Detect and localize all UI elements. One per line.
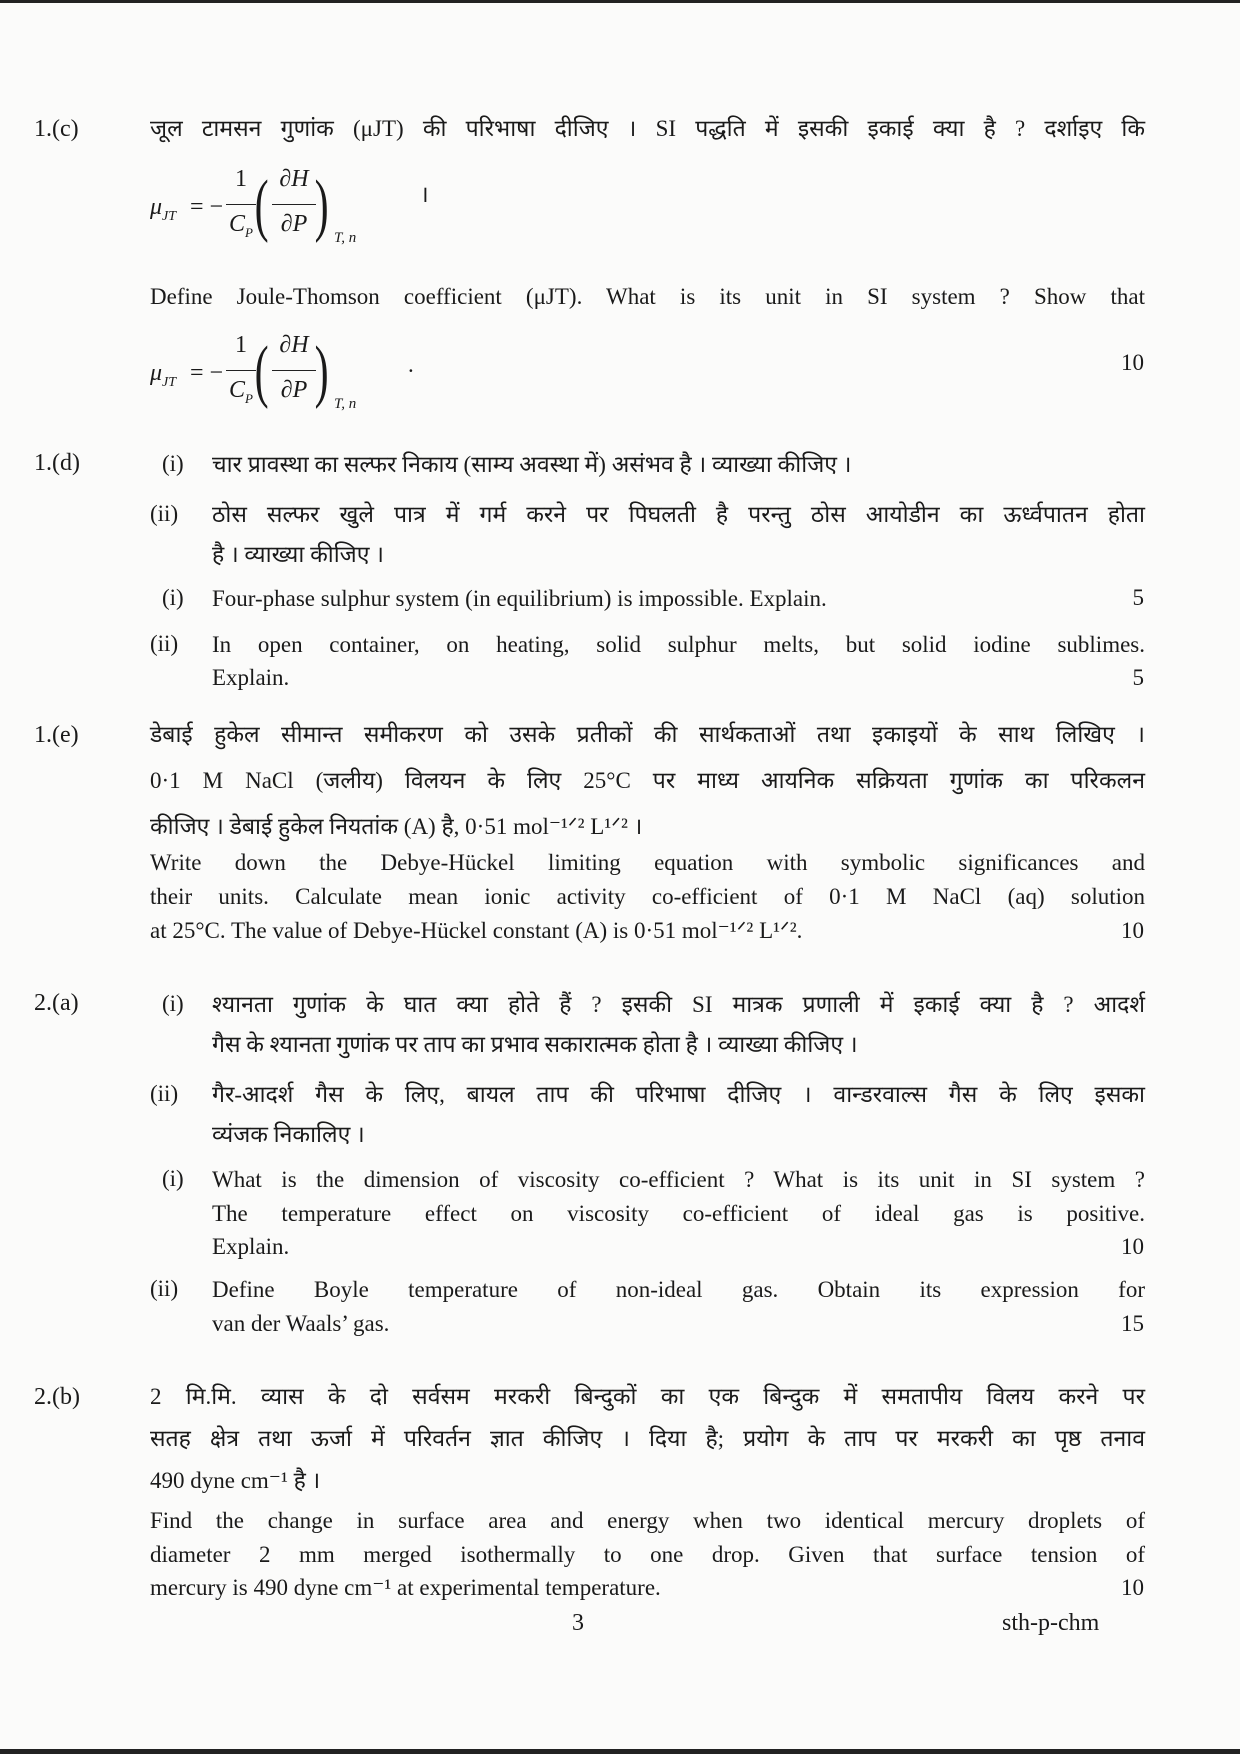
q1d-english-ii-num: (ii): [150, 631, 179, 656]
q1d-english-ii-line2: Explain.: [212, 665, 290, 690]
q2a-english-ii-line2: van der Waals’ gas.: [212, 1311, 390, 1336]
bottom-border: [0, 1749, 1240, 1754]
q2b-english-line3: mercury is 490 dyne cm⁻¹ at experimental temperature.: [150, 1575, 661, 1600]
question-label-1c: 1.(c): [34, 116, 79, 142]
q1d-english-i-text: Four-phase sulphur system (in equilibrium) is impossible. Explain.: [212, 586, 827, 611]
q2a-hindi-i-line1: श्यानता गुणांक के घात क्या होते हैं ? इसकी SI मात्रक प्रणाली में इकाई क्या है ? आदर्श: [212, 992, 1145, 1017]
q1e-english-line1: Write down the Debye-Hückel limiting equation with symbolic significances and: [150, 850, 1145, 875]
q1d-hindi-i-text: चार प्रावस्था का सल्फर निकाय (साम्य अवस्था में) असंभव है । व्याख्या कीजिए ।: [212, 452, 852, 477]
q1c-english-text: Define Joule-Thomson coefficient (μJT). What is its unit in SI system ? Show that: [150, 284, 1145, 309]
q2b-english-line1: Find the change in surface area and energy when two identical mercury droplets of: [150, 1508, 1145, 1533]
q1d-hindi-ii-num: (ii): [150, 501, 179, 526]
page-number: 3: [572, 1610, 584, 1636]
q1c-hindi-end: ।: [420, 182, 429, 207]
q1e-hindi-line2: 0·1 M NaCl (जलीय) विलयन के लिए 25°C पर माध्य आयनिक सक्रियता गुणांक का परिकलन: [150, 768, 1145, 793]
q1d-hindi-ii-line2: है । व्याख्या कीजिए ।: [212, 542, 384, 567]
q2a-english-i-line2: The temperature effect on viscosity co-efficient of ideal gas is positive.: [212, 1201, 1145, 1226]
q2a-hindi-ii-line2: व्यंजक निकालिए ।: [212, 1122, 365, 1147]
q1d-english-ii-line1: In open container, on heating, solid sulphur melts, but solid iodine sublimes.: [212, 632, 1145, 657]
q1d-english-ii-marks: 5: [1132, 665, 1144, 690]
q2a-english-ii-num: (ii): [150, 1276, 179, 1301]
q1e-english-line3: at 25°C. The value of Debye-Hückel constant (A) is 0·51 mol⁻¹ᐟ² L¹ᐟ².: [150, 918, 803, 943]
q1e-hindi-line1: डेबाई हुकेल सीमान्त समीकरण को उसके प्रतीकों की सार्थकताओं तथा इकाइयों के साथ लिखिए ।: [150, 722, 1145, 747]
q2a-english-i-line1: What is the dimension of viscosity co-efficient ? What is its unit in SI system ?: [212, 1167, 1145, 1192]
q2a-hindi-i-line2: गैस के श्यानता गुणांक पर ताप का प्रभाव सकारात्मक होता है । व्याख्या कीजिए ।: [212, 1032, 858, 1057]
q2a-english-i-line3: Explain.: [212, 1234, 290, 1259]
q1c-equation-hindi: $\mu_{JT}$ = − 1 $C_P$ ( ∂H ∂P ) T, n: [150, 166, 357, 246]
q1e-hindi-line3: कीजिए । डेबाई हुकेल नियतांक (A) है, 0·51 mol⁻¹ᐟ² L¹ᐟ² ।: [150, 814, 643, 839]
q2a-hindi-ii-line1: गैर-आदर्श गैस के लिए, बायल ताप की परिभाषा दीजिए । वान्डरवाल्स गैस के लिए इसका: [212, 1082, 1145, 1107]
question-label-1d: 1.(d): [34, 450, 80, 476]
q2a-english-ii-marks: 15: [1121, 1311, 1144, 1336]
q2b-hindi-line3: 490 dyne cm⁻¹ है ।: [150, 1468, 321, 1493]
q2a-english-ii-line1: Define Boyle temperature of non-ideal gas. Obtain its expression for: [212, 1277, 1145, 1302]
q1d-hindi-i-num: (i): [162, 451, 184, 476]
q1e-english-line2: their units. Calculate mean ionic activity co-efficient of 0·1 M NaCl (aq) solution: [150, 884, 1145, 909]
q2a-english-i-marks: 10: [1121, 1234, 1144, 1259]
question-label-1e: 1.(e): [34, 722, 79, 748]
q2a-english-i-num: (i): [162, 1166, 184, 1191]
question-label-2a: 2.(a): [34, 990, 79, 1016]
question-label-2b: 2.(b): [34, 1384, 80, 1410]
top-border: [0, 0, 1240, 3]
q1e-marks: 10: [1121, 918, 1144, 943]
q2a-hindi-ii-num: (ii): [150, 1081, 179, 1106]
q2b-hindi-line1: 2 मि.मि. व्यास के दो सर्वसम मरकरी बिन्दुकों का एक बिन्दुक में समतापीय विलय करने पर: [150, 1384, 1145, 1409]
q1d-english-i-marks: 5: [1132, 585, 1144, 610]
q1c-hindi-text: जूल टामसन गुणांक (μJT) की परिभाषा दीजिए । SI पद्धति में इसकी इकाई क्या है ? दर्शाइए कि: [150, 116, 1145, 141]
q2a-hindi-i-num: (i): [162, 991, 184, 1016]
q1d-hindi-ii-line1: ठोस सल्फर खुले पात्र में गर्म करने पर पिघलती है परन्तु ठोस आयोडीन का ऊर्ध्वपातन होता: [212, 502, 1145, 527]
q1c-equation-english: $\mu_{JT}$ = − 1 $C_P$ ( ∂H ∂P ) T, n: [150, 332, 357, 412]
q1d-english-i-num: (i): [162, 585, 184, 610]
q1c-english-end: .: [408, 352, 414, 377]
q2b-hindi-line2: सतह क्षेत्र तथा ऊर्जा में परिवर्तन ज्ञात कीजिए । दिया है; प्रयोग के ताप पर मरकरी का पृष्ठ तनाव: [150, 1426, 1145, 1451]
paper-code: sth-p-chm: [1002, 1610, 1100, 1636]
q2b-english-line2: diameter 2 mm merged isothermally to one drop. Given that surface tension of: [150, 1542, 1145, 1567]
q2b-marks: 10: [1121, 1575, 1144, 1600]
q1c-marks: 10: [1121, 350, 1144, 375]
